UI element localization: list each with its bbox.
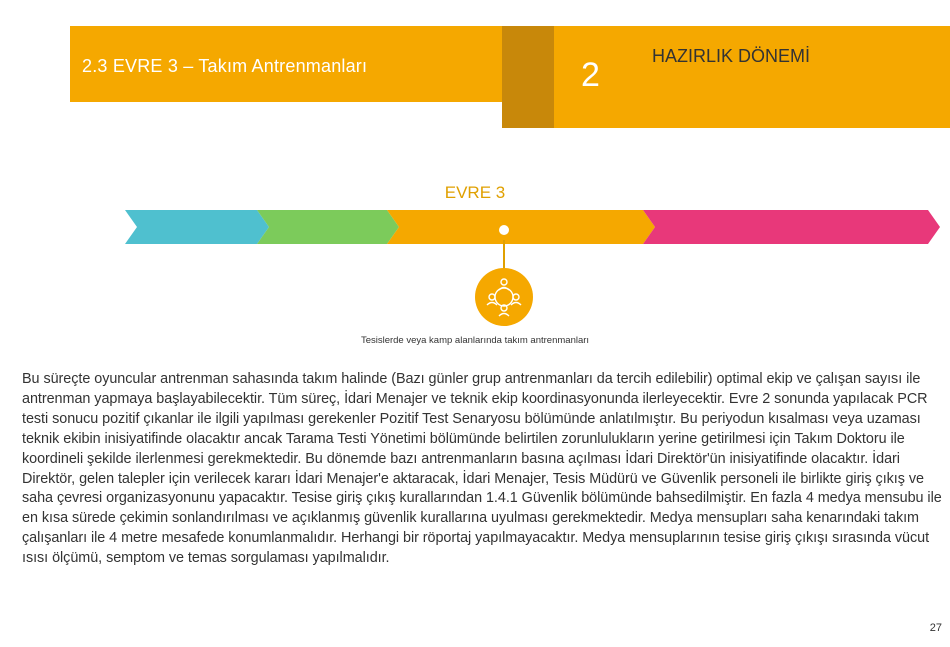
timeline-marker-dot xyxy=(499,225,509,235)
timeline-segment-4 xyxy=(643,210,940,244)
phase-label: EVRE 3 xyxy=(444,183,506,202)
section-banner xyxy=(554,26,950,128)
timeline-segment-1 xyxy=(125,210,269,244)
timeline-segment-3 xyxy=(387,210,655,244)
people-network-icon xyxy=(475,268,533,326)
page-number: 27 xyxy=(929,622,942,634)
timeline-caption: Tesislerde veya kamp alanlarında takım antrenmanları xyxy=(360,335,590,346)
phase-timeline xyxy=(125,210,940,244)
timeline-marker-stem xyxy=(503,240,505,270)
section-title: HAZIRLIK DÖNEMİ xyxy=(652,46,811,66)
subsection-banner xyxy=(70,26,502,102)
section-number: 2 xyxy=(581,56,600,94)
body-paragraph: Bu süreçte oyuncular antrenman sahasında takım halinde (Bazı günler grup antrenmanları da tercih edilebilir) optimal ekip ve çalışan sayısı ile antrenman yapmaya başlayabilecektir. Tüm süreç, İdari Menajer ve teknik ekip koordinasyonunda ilerleyecektir. Evre 2 sonunda yapılacak PCR testi sonucu pozitif çıkanlar ile ilgili yapılması gerekenler Pozitif Test Senaryosu bölümünde anlatılmıştır. Bu periyodun kısalması veya uzaması teknik ekibin inisiyatifinde olacaktır ancak Tarama Testi Yönetimi bölümünde belirtilen zorunlulukların yerine getirilmesi için Takım Doktoru ile koordineli şekilde ilerlenmesi gerekmektedir. Bu dönemde bazı antrenmanların basına açılması İdari Direktör'ün inisiyatifinde olacaktır. İdari Direktör, gelen talepler için verilecek kararı İdari Menajer'e aktaracak, İdari Menajer, Tesis Müdürü ve Güvenlik personeli ile birlikte giriş çıkış ve saha çevresi organizasyonunu yapacaktır. Tesise giriş çıkış kurallarından 1.4.1 Güvenlik bölümünde bahsedilmiştir. En fazla 4 medya mensubu ile en kısa sürede çekimin sonlandırılması ve açıklanmış güvenlik kurallarına uyulması gerekmektedir. Medya mensupları saha kenarındaki takım çalışanları ile 4 metre mesafede konumlanmalıdır. Herhangi bir röportaj yapılmayacaktır. Medya mensuplarının tesise giriş çıkışı sırasında vücut ısısı ölçümü, semptom ve temas sorgulaması yapılmalıdır. xyxy=(22,371,942,567)
subsection-title: 2.3 EVRE 3 – Takım Antrenmanları xyxy=(82,56,368,76)
timeline-segment-2 xyxy=(257,210,399,244)
banner-fold xyxy=(502,26,554,128)
